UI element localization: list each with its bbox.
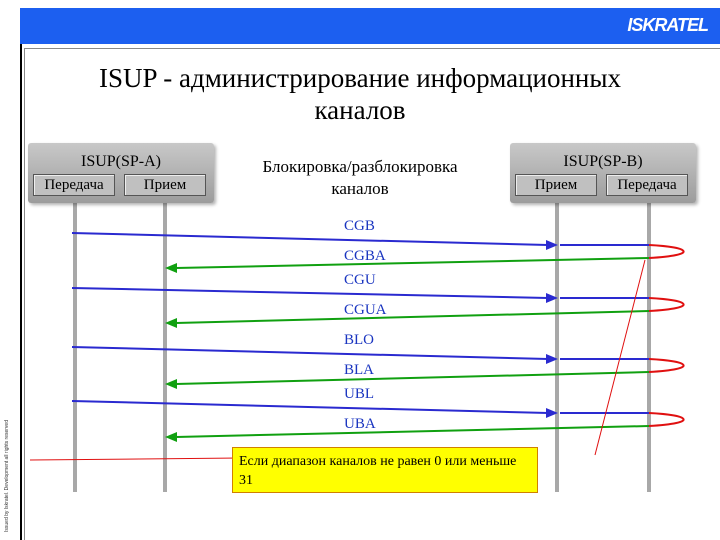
message-label: UBL [344,386,374,402]
node-sp-a [28,143,214,203]
message-label: CGUA [344,302,387,318]
message-bla [165,362,649,389]
message-label: CGU [344,272,376,288]
condition-note: Если диапазон каналов не равен 0 или меньше 31 [232,447,538,493]
message-label: BLO [344,332,374,348]
node-sp-b [510,143,696,203]
node-b-title: ISUP(SP-B) [563,153,643,170]
message-label: BLA [344,362,374,378]
node-a-title: ISUP(SP-A) [80,153,161,170]
copyright-note: Issued by Iskratel. Development all rights reserved [4,420,10,532]
page-title: ISUP - администрирование информационных каналов [98,63,622,125]
node-b-transmit-box: Передача [606,174,688,196]
iskratel-logo: ISKRATEL [627,15,708,35]
node-a-transmit-box: Передача [33,174,115,196]
message-label: UBA [344,416,376,432]
message-cgba [165,248,649,273]
message-cgua [165,302,649,328]
note-pointer-line [30,458,240,460]
node-b-receive-box: Прием [515,174,597,196]
message-label: CGB [344,218,375,234]
message-label: CGBA [344,248,386,264]
diagram-subtitle: Блокировка/разблокировка каналов [262,157,458,198]
message-uba [165,416,649,442]
node-a-receive-box: Прием [124,174,206,196]
